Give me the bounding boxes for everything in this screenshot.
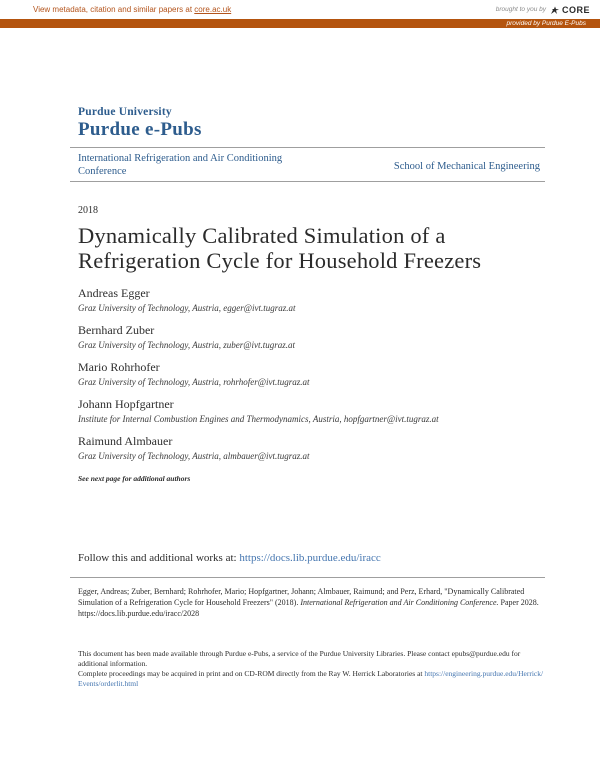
follow-works-label: Follow this and additional works at: (78, 552, 240, 564)
core-ac-uk-link[interactable]: core.ac.uk (194, 5, 232, 14)
masthead (78, 106, 202, 141)
brought-to-you-by-label: brought to you by (495, 6, 546, 13)
core-banner (0, 0, 600, 19)
footer-note (78, 649, 546, 689)
iracc-collection-link[interactable]: https://docs.lib.purdue.edu/iracc (239, 552, 381, 564)
author-list (78, 286, 548, 471)
paper-title-line1: Dynamically Calibrated Simulation of a (78, 223, 446, 248)
availability-note: This document has been made available through Purdue e-Pubs, a service of the Purdue University Libraries. Please contact epubs@purdue.edu for additional information. (78, 649, 521, 668)
divider-citation (70, 577, 545, 578)
author-name: Bernhard Zuber (78, 323, 155, 337)
author-entry (78, 323, 548, 350)
citation-block (78, 587, 546, 620)
view-metadata-text (33, 5, 231, 14)
see-next-page-note: See next page for additional authors (78, 474, 191, 483)
core-wordmark: CORE (561, 4, 590, 15)
provided-by-label: provided by Purdue E-Pubs (506, 20, 586, 27)
author-affiliation: Graz University of Technology, Austria, egger@ivt.tugraz.at (78, 303, 296, 313)
core-bird-icon (550, 6, 560, 15)
proceedings-note (78, 669, 546, 689)
author-entry (78, 397, 548, 424)
author-entry (78, 434, 548, 461)
herrick-orderlit-link[interactable]: https://engineering.purdue.edu/Herrick/Events/orderlit.html (78, 669, 544, 688)
divider-header (70, 181, 545, 182)
author-affiliation: Graz University of Technology, Austria, rohrhofer@ivt.tugraz.at (78, 377, 310, 387)
view-metadata-label: View metadata, citation and similar papers at (33, 5, 195, 14)
citation-authors-title: Egger, Andreas; Zuber, Bernhard; Rohrhofer, Mario; Hopfgartner, Johann; Almbauer, Raimund; and Perz, Erhard, "Dynamically Calibrated Simulation of a Refrigeration Cycle for Household Freezers" (2018). (78, 587, 525, 607)
university-name: Purdue University (78, 106, 172, 118)
author-entry (78, 360, 548, 387)
author-name: Andreas Egger (78, 286, 150, 300)
school-link[interactable]: School of Mechanical Engineering (393, 161, 540, 172)
divider-top (70, 147, 545, 148)
core-brand (496, 5, 590, 15)
author-name: Mario Rohrhofer (78, 360, 160, 374)
paper-title (78, 223, 481, 273)
citation-url: https://docs.lib.purdue.edu/iracc/2028 (78, 609, 200, 618)
author-name: Johann Hopfgartner (78, 397, 174, 411)
conference-link[interactable]: International Refrigeration and Air Conditioning Conference (78, 153, 283, 177)
author-affiliation: Graz University of Technology, Austria, almbauer@ivt.tugraz.at (78, 451, 310, 461)
citation-paper-number: Paper 2028. (498, 597, 539, 607)
core-logo[interactable] (550, 5, 590, 15)
proceedings-note-text: Complete proceedings may be acquired in print and on CD-ROM directly from the Ray W. Herrick Laboratories at (78, 669, 425, 678)
author-entry (78, 286, 548, 313)
citation-journal: International Refrigeration and Air Conditioning Conference. (300, 597, 499, 607)
author-name: Raimund Almbauer (78, 434, 173, 448)
paper-title-line2: Refrigeration Cycle for Household Freezers (78, 248, 482, 273)
core-orange-bar (0, 19, 600, 28)
publication-year: 2018 (78, 205, 98, 216)
author-affiliation: Institute for Internal Combustion Engines and Thermodynamics, Austria, hopfgartner@ivt.tugraz.at (78, 414, 439, 424)
site-title[interactable]: Purdue e-Pubs (78, 119, 202, 140)
follow-works (78, 552, 381, 564)
author-affiliation: Graz University of Technology, Austria, zuber@ivt.tugraz.at (78, 340, 296, 350)
header-nav (78, 152, 540, 178)
